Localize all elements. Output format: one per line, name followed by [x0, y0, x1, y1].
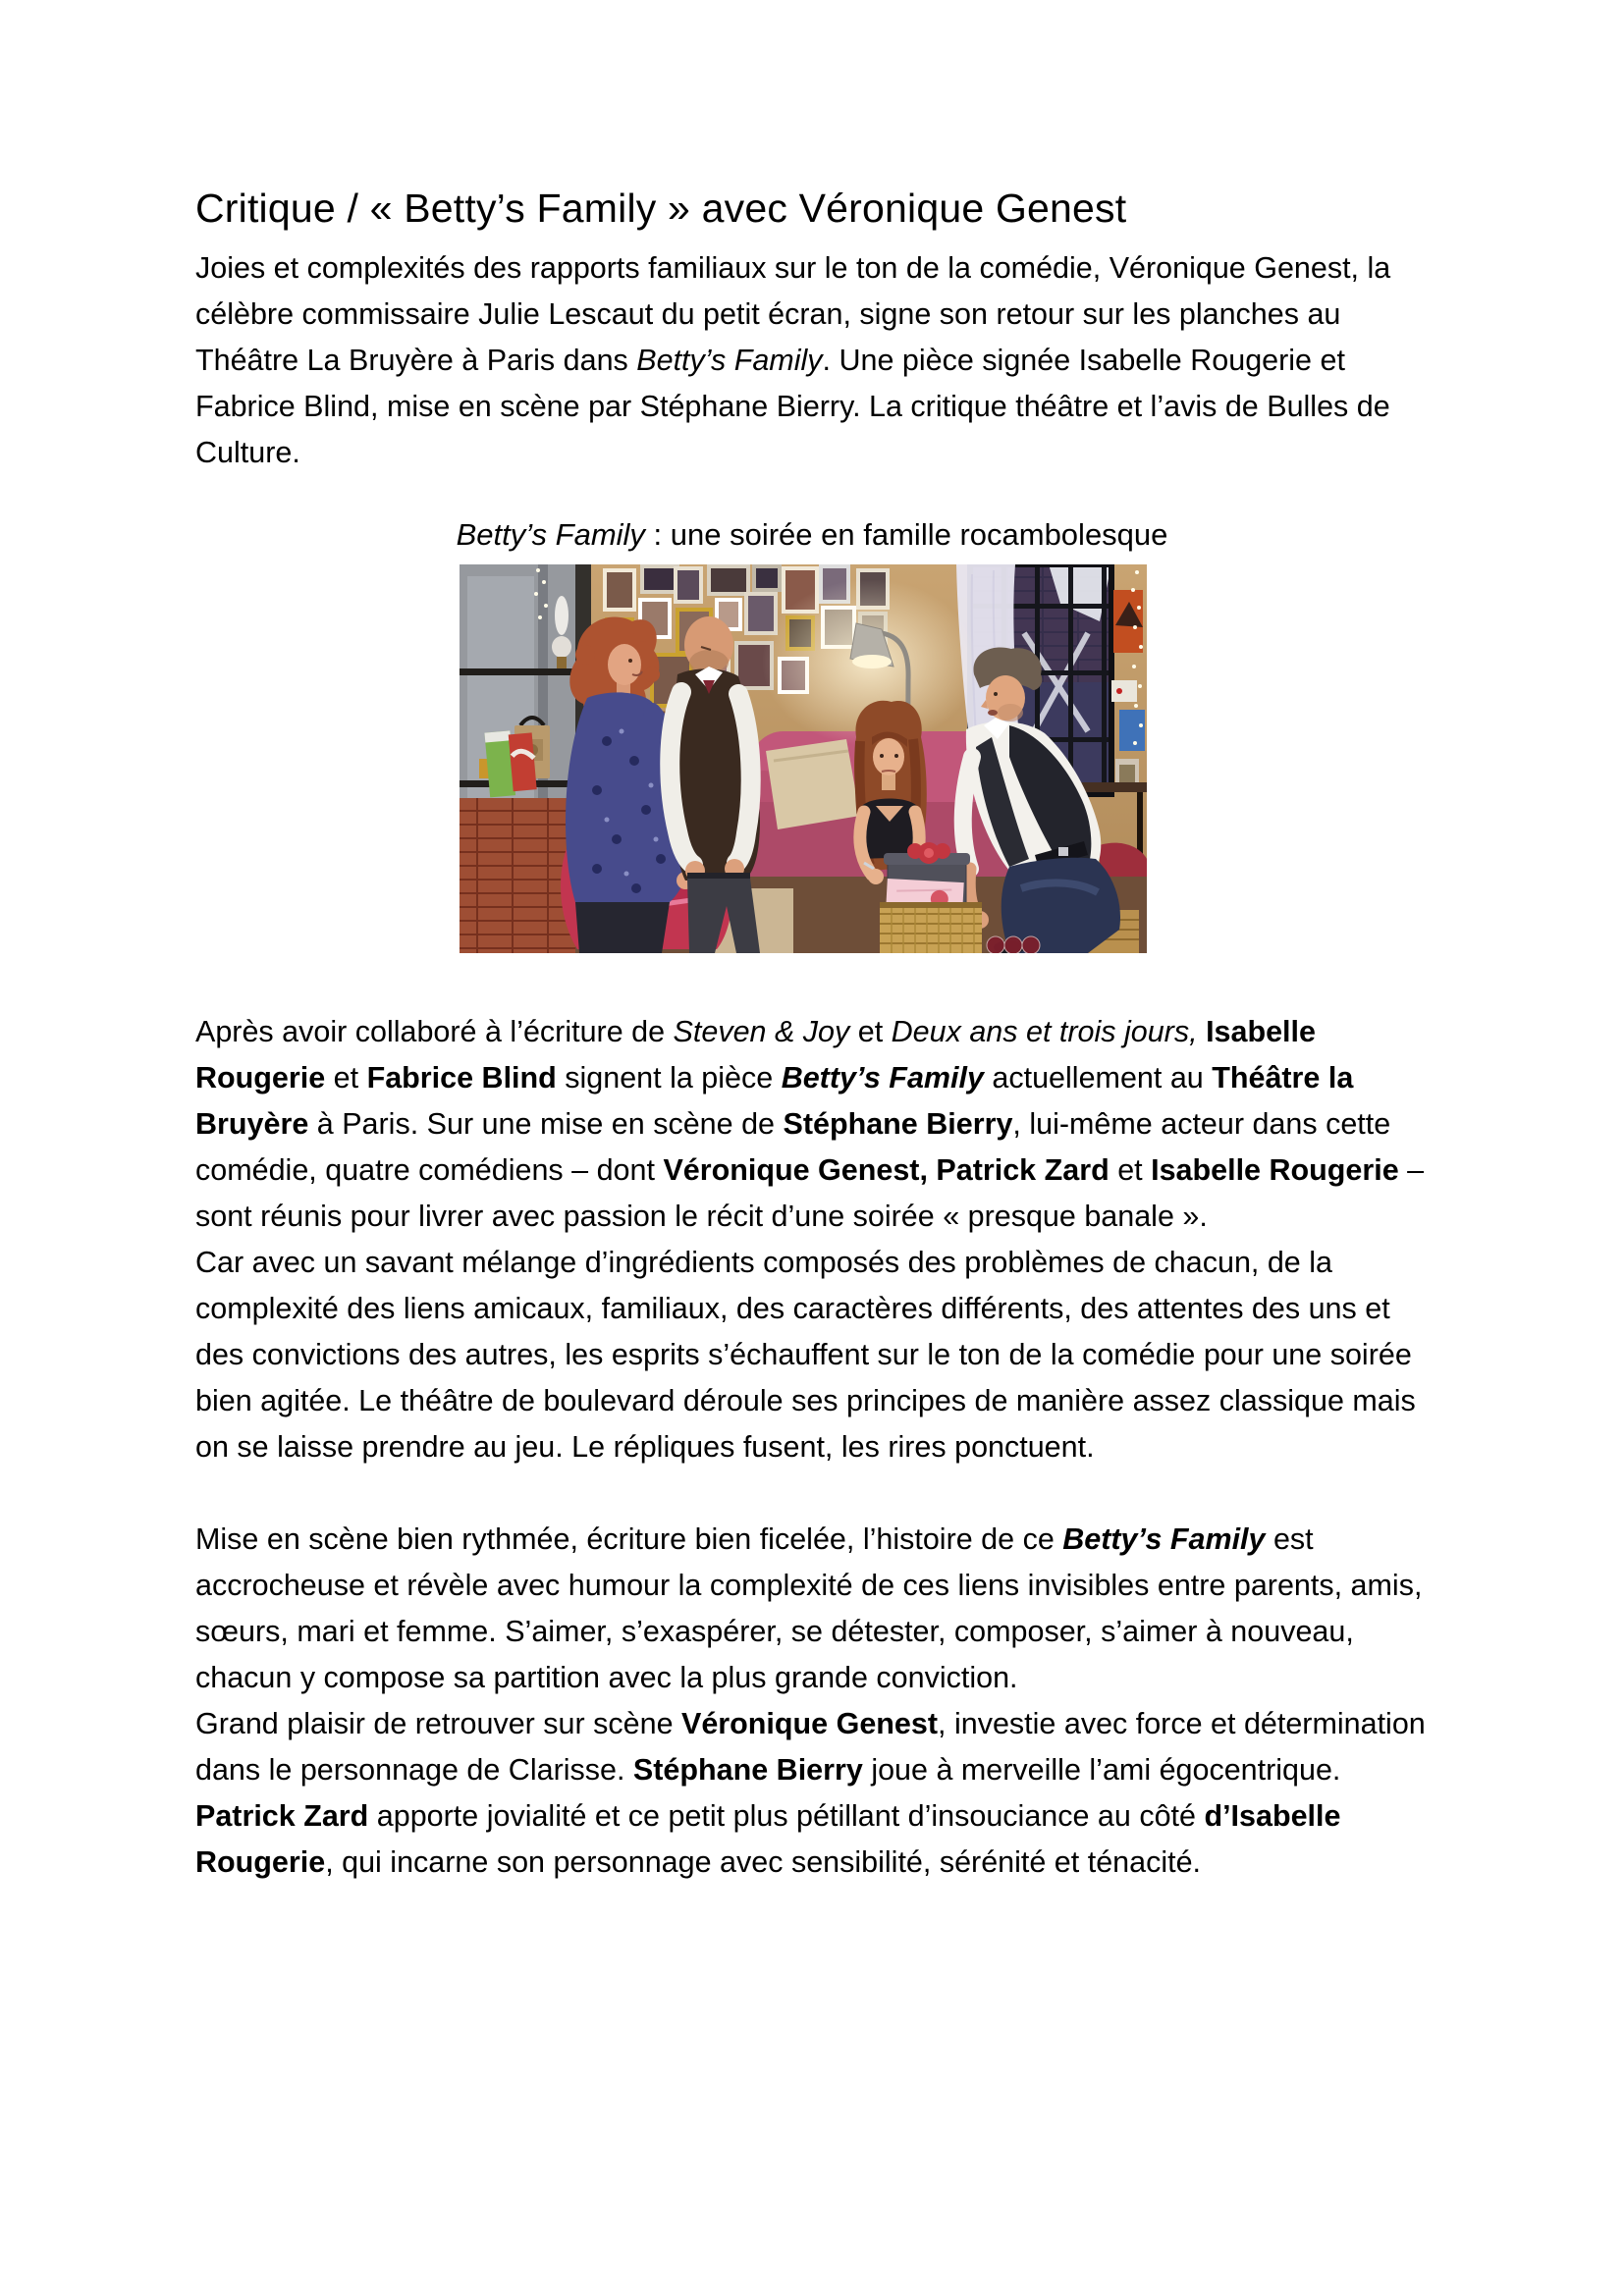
stage-scene [460, 564, 1147, 953]
lead-paragraph: Joies et complexités des rapports familiaux sur le ton de la comédie, Véronique Genest, la célèbre commissaire Julie Lescaut du petit écran, signe son retour sur les planches au Théâtre La Bruyère à Paris dans Betty’s Family. Une pièce signée Isabelle Rougerie et Fabrice Blind, mise en scène par Stéphane Bierry. La critique théâtre et l’avis de Bulles de Culture. [195, 251, 1391, 469]
paragraph-1: Après avoir collaboré à l’écriture de Steven & Joy et Deux ans et trois jours, Isabelle Rougerie et Fabrice Blind signent la pièce Betty’s Family actuellement au Théâtre la Bruyère à Paris. Sur une mise en scène de Stéphane Bierry, lui-même acteur dans cette comédie, quatre comédiens – dont Véronique Genest, Patrick Zard et Isabelle Rougerie – sont réunis pour livrer avec passion le récit d’une soirée « presque banale ». [195, 1015, 1425, 1233]
brick-wall [460, 798, 575, 953]
shopping-bags [484, 728, 537, 797]
production-photo [460, 564, 1147, 953]
wicker-basket [880, 902, 982, 953]
article-body [195, 1009, 1429, 1886]
article-page [195, 0, 1429, 1886]
section-subtitle: Betty’s Family : une soirée en famille rocambolesque [456, 517, 1168, 552]
page-title: Critique / « Betty’s Family » avec Véronique Genest [195, 186, 1127, 231]
glasses [987, 936, 1040, 953]
paragraph-3: Mise en scène bien rythmée, écriture bien ficelée, l’histoire de ce Betty’s Family est accrocheuse et révèle avec humour la complexité de ces liens invisibles entre parents, amis, sœurs, mari et femme. S’aimer, s’exaspérer, se détester, composer, s’aimer à nouveau, chacun y compose sa partition avec la plus grande conviction. [195, 1522, 1423, 1694]
paragraph-2: Car avec un savant mélange d’ingrédients composés des problèmes de chacun, de la complexité des liens amicaux, familiaux, des caractères différents, des attentes des uns et des convictions des autres, les esprits s’échauffent sur le ton de la comédie pour une soirée bien agitée. Le théâtre de boulevard déroule ses principes de manière assez classique mais on se laisse prendre au jeu. Le répliques fusent, les rires ponctuent. [195, 1246, 1416, 1464]
paragraph-4: Grand plaisir de retrouver sur scène Véronique Genest, investie avec force et détermination dans le personnage de Clarisse. Stéphane Bierry joue à merveille l’ami égocentrique. Patrick Zard apporte jovialité et ce petit plus pétillant d’insouciance au côté d’Isabelle Rougerie, qui incarne son personnage avec sensibilité, sérénité et ténacité. [195, 1707, 1426, 1879]
